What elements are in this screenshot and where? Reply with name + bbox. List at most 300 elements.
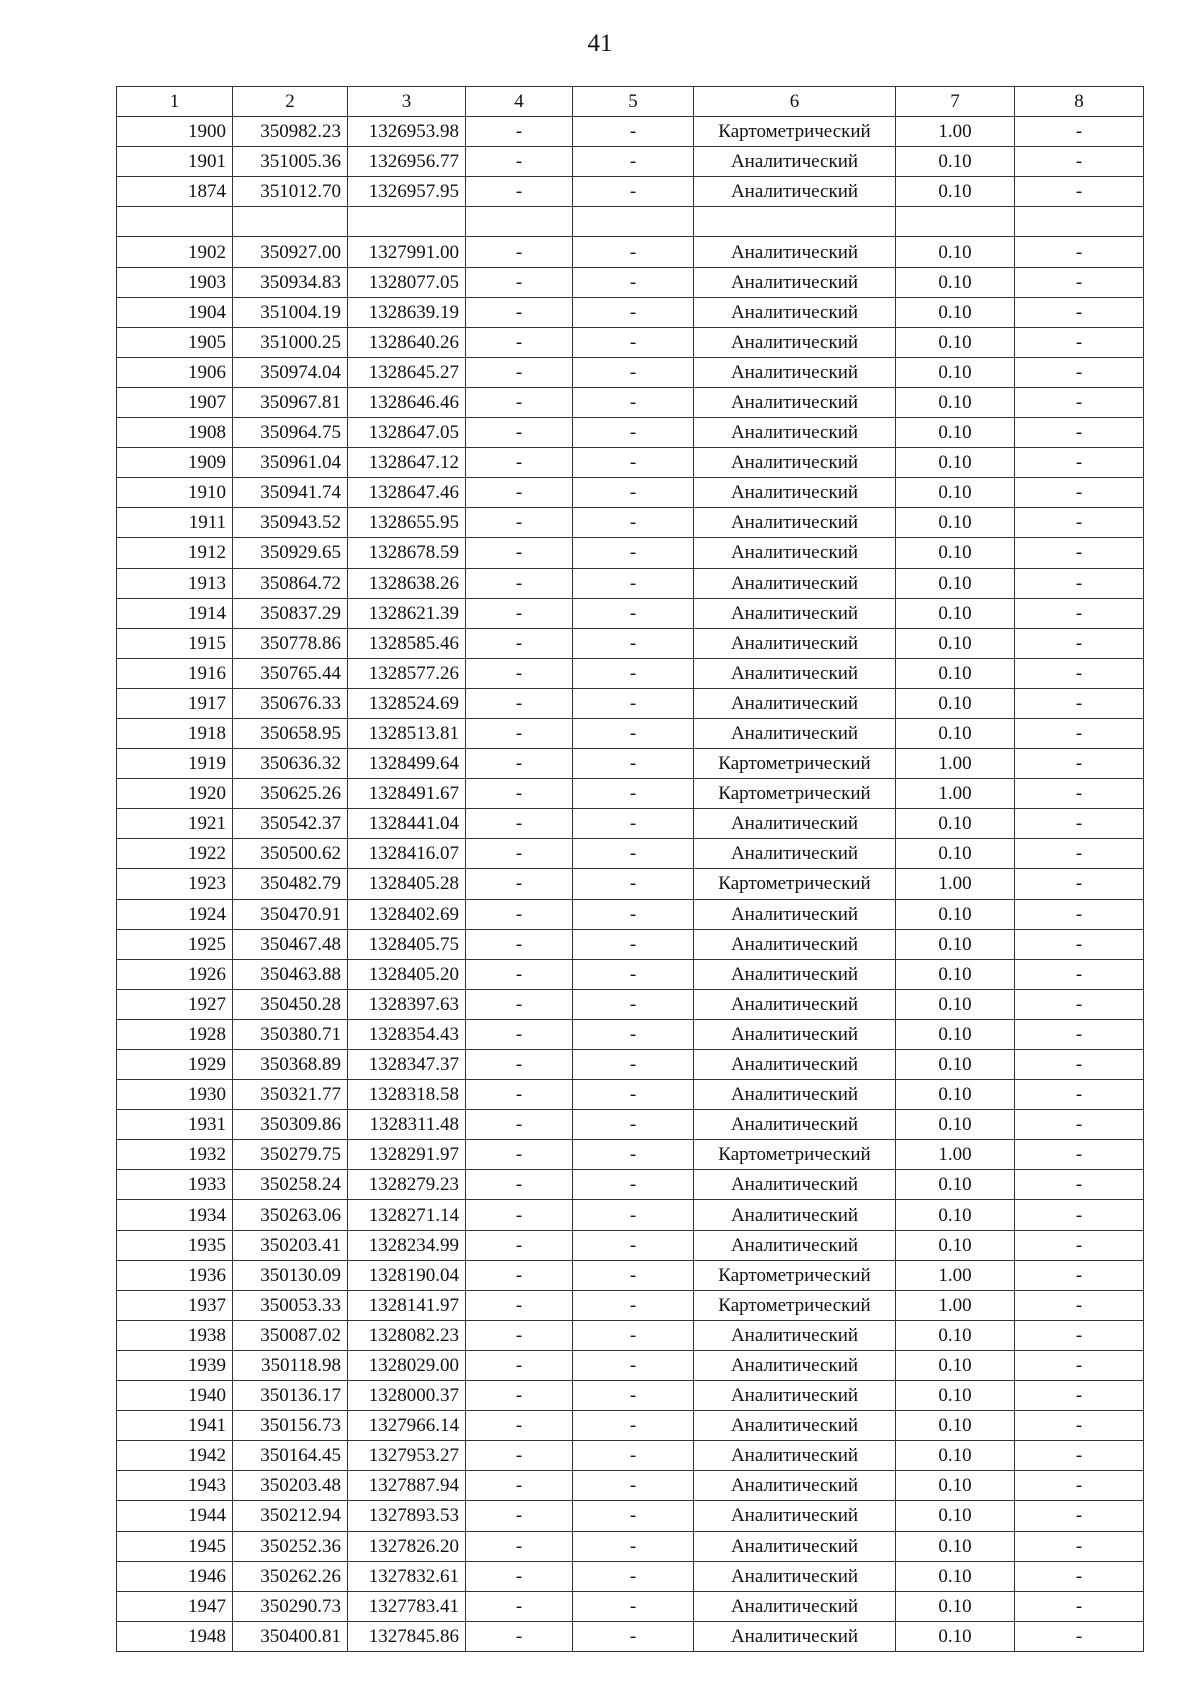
table-row <box>117 1471 1144 1501</box>
accuracy-cell: 0.10 <box>896 418 1015 448</box>
column-5-cell: - <box>573 177 694 207</box>
y-coordinate-cell: 1328640.26 <box>348 327 466 357</box>
column-4-cell: - <box>466 1170 573 1200</box>
table-body <box>117 117 1144 1652</box>
y-coordinate-cell: 1328647.12 <box>348 448 466 478</box>
point-number-cell: 1912 <box>117 538 233 568</box>
y-coordinate-cell: 1328082.23 <box>348 1320 466 1350</box>
column-5-cell: - <box>573 1320 694 1350</box>
column-5-cell: - <box>573 749 694 779</box>
accuracy-cell: 1.00 <box>896 749 1015 779</box>
accuracy-cell: 0.10 <box>896 1080 1015 1110</box>
method-cell: Аналитический <box>694 387 896 417</box>
point-number-cell: 1940 <box>117 1381 233 1411</box>
table-row <box>117 929 1144 959</box>
point-number-cell: 1929 <box>117 1050 233 1080</box>
accuracy-cell: 0.10 <box>896 1050 1015 1080</box>
y-coordinate-cell: 1326953.98 <box>348 117 466 147</box>
point-number-cell: 1903 <box>117 267 233 297</box>
column-8-cell: - <box>1015 237 1144 267</box>
column-4-cell: - <box>466 1140 573 1170</box>
y-coordinate-cell: 1328645.27 <box>348 357 466 387</box>
accuracy-cell: 1.00 <box>896 779 1015 809</box>
method-cell: Аналитический <box>694 568 896 598</box>
column-header-1: 1 <box>117 87 233 117</box>
method-cell: Аналитический <box>694 688 896 718</box>
method-cell: Аналитический <box>694 1471 896 1501</box>
column-4-cell <box>466 207 573 237</box>
method-cell: Аналитический <box>694 267 896 297</box>
x-coordinate-cell: 350500.62 <box>233 839 348 869</box>
column-5-cell: - <box>573 1621 694 1651</box>
column-4-cell: - <box>466 418 573 448</box>
column-5-cell: - <box>573 1170 694 1200</box>
accuracy-cell: 1.00 <box>896 1140 1015 1170</box>
column-4-cell: - <box>466 568 573 598</box>
table-header-row <box>117 87 1144 117</box>
column-header-2: 2 <box>233 87 348 117</box>
column-4-cell: - <box>466 989 573 1019</box>
column-8-cell: - <box>1015 1441 1144 1471</box>
method-cell: Аналитический <box>694 177 896 207</box>
column-4-cell: - <box>466 478 573 508</box>
table-row <box>117 749 1144 779</box>
column-5-cell: - <box>573 1260 694 1290</box>
column-5-cell: - <box>573 1381 694 1411</box>
accuracy-cell: 0.10 <box>896 357 1015 387</box>
column-8-cell: - <box>1015 1080 1144 1110</box>
column-8-cell: - <box>1015 688 1144 718</box>
column-5-cell: - <box>573 568 694 598</box>
table-row <box>117 1110 1144 1140</box>
accuracy-cell: 0.10 <box>896 1531 1015 1561</box>
y-coordinate-cell: 1326956.77 <box>348 147 466 177</box>
column-header-4: 4 <box>466 87 573 117</box>
accuracy-cell: 0.10 <box>896 147 1015 177</box>
y-coordinate-cell: 1327845.86 <box>348 1621 466 1651</box>
column-4-cell: - <box>466 959 573 989</box>
column-4-cell: - <box>466 448 573 478</box>
x-coordinate-cell: 351012.70 <box>233 177 348 207</box>
method-cell: Аналитический <box>694 1381 896 1411</box>
column-4-cell: - <box>466 508 573 538</box>
column-4-cell: - <box>466 1290 573 1320</box>
x-coordinate-cell <box>233 207 348 237</box>
point-number-cell: 1925 <box>117 929 233 959</box>
column-4-cell: - <box>466 1320 573 1350</box>
accuracy-cell: 0.10 <box>896 1561 1015 1591</box>
point-number-cell: 1918 <box>117 718 233 748</box>
table-row <box>117 207 1144 237</box>
point-number-cell: 1922 <box>117 839 233 869</box>
method-cell: Аналитический <box>694 237 896 267</box>
column-5-cell <box>573 207 694 237</box>
column-5-cell: - <box>573 598 694 628</box>
point-number-cell: 1905 <box>117 327 233 357</box>
x-coordinate-cell: 350118.98 <box>233 1350 348 1380</box>
accuracy-cell: 0.10 <box>896 1110 1015 1140</box>
column-4-cell: - <box>466 1110 573 1140</box>
table-row <box>117 538 1144 568</box>
table-row <box>117 1320 1144 1350</box>
table-row <box>117 688 1144 718</box>
method-cell: Аналитический <box>694 1080 896 1110</box>
point-number-cell: 1933 <box>117 1170 233 1200</box>
x-coordinate-cell: 350964.75 <box>233 418 348 448</box>
column-4-cell: - <box>466 117 573 147</box>
table-row <box>117 869 1144 899</box>
column-4-cell: - <box>466 147 573 177</box>
column-4-cell: - <box>466 387 573 417</box>
column-8-cell: - <box>1015 1230 1144 1260</box>
method-cell: Аналитический <box>694 628 896 658</box>
y-coordinate-cell: 1327832.61 <box>348 1561 466 1591</box>
point-number-cell: 1943 <box>117 1471 233 1501</box>
column-5-cell: - <box>573 1350 694 1380</box>
column-8-cell: - <box>1015 839 1144 869</box>
column-8-cell: - <box>1015 267 1144 297</box>
x-coordinate-cell: 350156.73 <box>233 1411 348 1441</box>
point-number-cell: 1907 <box>117 387 233 417</box>
method-cell: Картометрический <box>694 779 896 809</box>
column-5-cell: - <box>573 357 694 387</box>
method-cell: Аналитический <box>694 1200 896 1230</box>
accuracy-cell: 0.10 <box>896 1411 1015 1441</box>
table-row <box>117 1140 1144 1170</box>
column-4-cell: - <box>466 749 573 779</box>
method-cell: Аналитический <box>694 1320 896 1350</box>
column-8-cell: - <box>1015 1531 1144 1561</box>
column-5-cell: - <box>573 1200 694 1230</box>
column-5-cell: - <box>573 869 694 899</box>
accuracy-cell: 0.10 <box>896 628 1015 658</box>
column-5-cell: - <box>573 267 694 297</box>
table-row <box>117 658 1144 688</box>
point-number-cell: 1942 <box>117 1441 233 1471</box>
point-number-cell: 1932 <box>117 1140 233 1170</box>
accuracy-cell: 1.00 <box>896 117 1015 147</box>
y-coordinate-cell: 1328234.99 <box>348 1230 466 1260</box>
x-coordinate-cell: 350212.94 <box>233 1501 348 1531</box>
method-cell: Аналитический <box>694 1170 896 1200</box>
column-4-cell: - <box>466 1230 573 1260</box>
table-row <box>117 1080 1144 1110</box>
column-5-cell: - <box>573 959 694 989</box>
method-cell: Аналитический <box>694 1501 896 1531</box>
table-row <box>117 267 1144 297</box>
x-coordinate-cell: 350467.48 <box>233 929 348 959</box>
table-row <box>117 779 1144 809</box>
point-number-cell: 1901 <box>117 147 233 177</box>
column-4-cell: - <box>466 1350 573 1380</box>
method-cell: Аналитический <box>694 809 896 839</box>
column-4-cell: - <box>466 1260 573 1290</box>
column-8-cell: - <box>1015 177 1144 207</box>
y-coordinate-cell: 1328678.59 <box>348 538 466 568</box>
point-number-cell: 1923 <box>117 869 233 899</box>
column-5-cell: - <box>573 237 694 267</box>
column-4-cell: - <box>466 1411 573 1441</box>
accuracy-cell: 0.10 <box>896 237 1015 267</box>
accuracy-cell: 0.10 <box>896 508 1015 538</box>
column-8-cell: - <box>1015 899 1144 929</box>
method-cell: Аналитический <box>694 1561 896 1591</box>
y-coordinate-cell: 1328491.67 <box>348 779 466 809</box>
y-coordinate-cell: 1328647.05 <box>348 418 466 448</box>
method-cell: Картометрический <box>694 1290 896 1320</box>
y-coordinate-cell <box>348 207 466 237</box>
column-4-cell: - <box>466 1200 573 1230</box>
column-5-cell: - <box>573 1531 694 1561</box>
x-coordinate-cell: 350765.44 <box>233 658 348 688</box>
column-5-cell: - <box>573 779 694 809</box>
column-8-cell: - <box>1015 1200 1144 1230</box>
table-row <box>117 1561 1144 1591</box>
column-5-cell: - <box>573 1080 694 1110</box>
y-coordinate-cell: 1328347.37 <box>348 1050 466 1080</box>
method-cell: Аналитический <box>694 959 896 989</box>
accuracy-cell: 0.10 <box>896 1170 1015 1200</box>
x-coordinate-cell: 350309.86 <box>233 1110 348 1140</box>
column-8-cell: - <box>1015 1621 1144 1651</box>
column-5-cell: - <box>573 658 694 688</box>
column-8-cell: - <box>1015 658 1144 688</box>
y-coordinate-cell: 1328621.39 <box>348 598 466 628</box>
column-8-cell: - <box>1015 718 1144 748</box>
table-row <box>117 568 1144 598</box>
table-row <box>117 177 1144 207</box>
column-4-cell: - <box>466 1621 573 1651</box>
column-5-cell: - <box>573 1411 694 1441</box>
coordinates-table <box>116 86 1144 1652</box>
column-8-cell: - <box>1015 357 1144 387</box>
point-number-cell: 1920 <box>117 779 233 809</box>
table-row <box>117 508 1144 538</box>
x-coordinate-cell: 350961.04 <box>233 448 348 478</box>
x-coordinate-cell: 350927.00 <box>233 237 348 267</box>
point-number-cell: 1910 <box>117 478 233 508</box>
column-header-7: 7 <box>896 87 1015 117</box>
table-row <box>117 297 1144 327</box>
x-coordinate-cell: 350130.09 <box>233 1260 348 1290</box>
accuracy-cell: 0.10 <box>896 1019 1015 1049</box>
point-number-cell: 1930 <box>117 1080 233 1110</box>
column-4-cell: - <box>466 297 573 327</box>
column-8-cell: - <box>1015 959 1144 989</box>
x-coordinate-cell: 350321.77 <box>233 1080 348 1110</box>
column-8-cell <box>1015 207 1144 237</box>
column-4-cell: - <box>466 1561 573 1591</box>
method-cell: Аналитический <box>694 147 896 177</box>
column-5-cell: - <box>573 809 694 839</box>
y-coordinate-cell: 1328639.19 <box>348 297 466 327</box>
table-row <box>117 718 1144 748</box>
column-8-cell: - <box>1015 1381 1144 1411</box>
column-5-cell: - <box>573 839 694 869</box>
column-8-cell: - <box>1015 1501 1144 1531</box>
column-4-cell: - <box>466 1080 573 1110</box>
column-5-cell: - <box>573 448 694 478</box>
accuracy-cell: 0.10 <box>896 718 1015 748</box>
point-number-cell: 1936 <box>117 1260 233 1290</box>
point-number-cell: 1927 <box>117 989 233 1019</box>
column-5-cell: - <box>573 1501 694 1531</box>
point-number-cell: 1908 <box>117 418 233 448</box>
method-cell: Аналитический <box>694 929 896 959</box>
method-cell: Аналитический <box>694 1019 896 1049</box>
point-number-cell: 1913 <box>117 568 233 598</box>
column-5-cell: - <box>573 147 694 177</box>
column-8-cell: - <box>1015 147 1144 177</box>
y-coordinate-cell: 1327966.14 <box>348 1411 466 1441</box>
point-number-cell: 1919 <box>117 749 233 779</box>
column-5-cell: - <box>573 1140 694 1170</box>
method-cell: Аналитический <box>694 1110 896 1140</box>
x-coordinate-cell: 350136.17 <box>233 1381 348 1411</box>
column-4-cell: - <box>466 327 573 357</box>
table-row <box>117 628 1144 658</box>
y-coordinate-cell: 1328405.75 <box>348 929 466 959</box>
x-coordinate-cell: 350676.33 <box>233 688 348 718</box>
column-8-cell: - <box>1015 628 1144 658</box>
accuracy-cell: 0.10 <box>896 1350 1015 1380</box>
y-coordinate-cell: 1328318.58 <box>348 1080 466 1110</box>
method-cell: Аналитический <box>694 418 896 448</box>
y-coordinate-cell: 1328271.14 <box>348 1200 466 1230</box>
column-8-cell: - <box>1015 809 1144 839</box>
x-coordinate-cell: 351000.25 <box>233 327 348 357</box>
column-5-cell: - <box>573 1290 694 1320</box>
table-row <box>117 1350 1144 1380</box>
point-number-cell: 1911 <box>117 508 233 538</box>
column-4-cell: - <box>466 598 573 628</box>
table-row <box>117 1411 1144 1441</box>
x-coordinate-cell: 350203.41 <box>233 1230 348 1260</box>
column-header-6: 6 <box>694 87 896 117</box>
point-number-cell: 1924 <box>117 899 233 929</box>
column-5-cell: - <box>573 929 694 959</box>
method-cell: Картометрический <box>694 869 896 899</box>
x-coordinate-cell: 350837.29 <box>233 598 348 628</box>
y-coordinate-cell: 1328279.23 <box>348 1170 466 1200</box>
column-8-cell: - <box>1015 327 1144 357</box>
x-coordinate-cell: 350864.72 <box>233 568 348 598</box>
column-4-cell: - <box>466 839 573 869</box>
y-coordinate-cell: 1328405.20 <box>348 959 466 989</box>
y-coordinate-cell: 1328405.28 <box>348 869 466 899</box>
column-5-cell: - <box>573 387 694 417</box>
column-4-cell: - <box>466 538 573 568</box>
accuracy-cell <box>896 207 1015 237</box>
column-8-cell: - <box>1015 478 1144 508</box>
method-cell: Аналитический <box>694 1411 896 1441</box>
x-coordinate-cell: 350974.04 <box>233 357 348 387</box>
column-header-5: 5 <box>573 87 694 117</box>
y-coordinate-cell: 1327783.41 <box>348 1591 466 1621</box>
column-8-cell: - <box>1015 1140 1144 1170</box>
y-coordinate-cell: 1328646.46 <box>348 387 466 417</box>
x-coordinate-cell: 350053.33 <box>233 1290 348 1320</box>
x-coordinate-cell: 351004.19 <box>233 297 348 327</box>
point-number-cell: 1934 <box>117 1200 233 1230</box>
y-coordinate-cell: 1328311.48 <box>348 1110 466 1140</box>
column-5-cell: - <box>573 297 694 327</box>
column-8-cell: - <box>1015 1411 1144 1441</box>
method-cell: Картометрический <box>694 117 896 147</box>
x-coordinate-cell: 350279.75 <box>233 1140 348 1170</box>
column-5-cell: - <box>573 1050 694 1080</box>
y-coordinate-cell: 1328077.05 <box>348 267 466 297</box>
y-coordinate-cell: 1327991.00 <box>348 237 466 267</box>
y-coordinate-cell: 1328190.04 <box>348 1260 466 1290</box>
x-coordinate-cell: 350463.88 <box>233 959 348 989</box>
accuracy-cell: 0.10 <box>896 598 1015 628</box>
column-8-cell: - <box>1015 749 1144 779</box>
method-cell: Картометрический <box>694 1260 896 1290</box>
column-8-cell: - <box>1015 1170 1144 1200</box>
column-4-cell: - <box>466 658 573 688</box>
method-cell: Аналитический <box>694 899 896 929</box>
y-coordinate-cell: 1328585.46 <box>348 628 466 658</box>
accuracy-cell: 0.10 <box>896 1381 1015 1411</box>
column-5-cell: - <box>573 508 694 538</box>
table-row <box>117 989 1144 1019</box>
column-8-cell: - <box>1015 117 1144 147</box>
x-coordinate-cell: 350263.06 <box>233 1200 348 1230</box>
x-coordinate-cell: 350625.26 <box>233 779 348 809</box>
table-row <box>117 1200 1144 1230</box>
accuracy-cell: 0.10 <box>896 1501 1015 1531</box>
column-8-cell: - <box>1015 1290 1144 1320</box>
y-coordinate-cell: 1328416.07 <box>348 839 466 869</box>
column-4-cell: - <box>466 237 573 267</box>
column-4-cell: - <box>466 357 573 387</box>
x-coordinate-cell: 350636.32 <box>233 749 348 779</box>
column-8-cell: - <box>1015 568 1144 598</box>
y-coordinate-cell: 1327887.94 <box>348 1471 466 1501</box>
column-4-cell: - <box>466 1531 573 1561</box>
x-coordinate-cell: 350929.65 <box>233 538 348 568</box>
column-5-cell: - <box>573 117 694 147</box>
x-coordinate-cell: 350368.89 <box>233 1050 348 1080</box>
table-row <box>117 1381 1144 1411</box>
x-coordinate-cell: 350482.79 <box>233 869 348 899</box>
point-number-cell: 1938 <box>117 1320 233 1350</box>
column-8-cell: - <box>1015 297 1144 327</box>
column-4-cell: - <box>466 899 573 929</box>
accuracy-cell: 1.00 <box>896 869 1015 899</box>
point-number-cell: 1941 <box>117 1411 233 1441</box>
column-8-cell: - <box>1015 929 1144 959</box>
y-coordinate-cell: 1328291.97 <box>348 1140 466 1170</box>
column-5-cell: - <box>573 478 694 508</box>
method-cell: Аналитический <box>694 1441 896 1471</box>
point-number-cell: 1939 <box>117 1350 233 1380</box>
column-8-cell: - <box>1015 387 1144 417</box>
column-8-cell: - <box>1015 1050 1144 1080</box>
column-8-cell: - <box>1015 448 1144 478</box>
column-8-cell: - <box>1015 989 1144 1019</box>
method-cell <box>694 207 896 237</box>
column-4-cell: - <box>466 779 573 809</box>
method-cell: Аналитический <box>694 1621 896 1651</box>
column-8-cell: - <box>1015 779 1144 809</box>
accuracy-cell: 1.00 <box>896 1260 1015 1290</box>
column-8-cell: - <box>1015 1260 1144 1290</box>
column-4-cell: - <box>466 929 573 959</box>
column-4-cell: - <box>466 718 573 748</box>
column-4-cell: - <box>466 267 573 297</box>
